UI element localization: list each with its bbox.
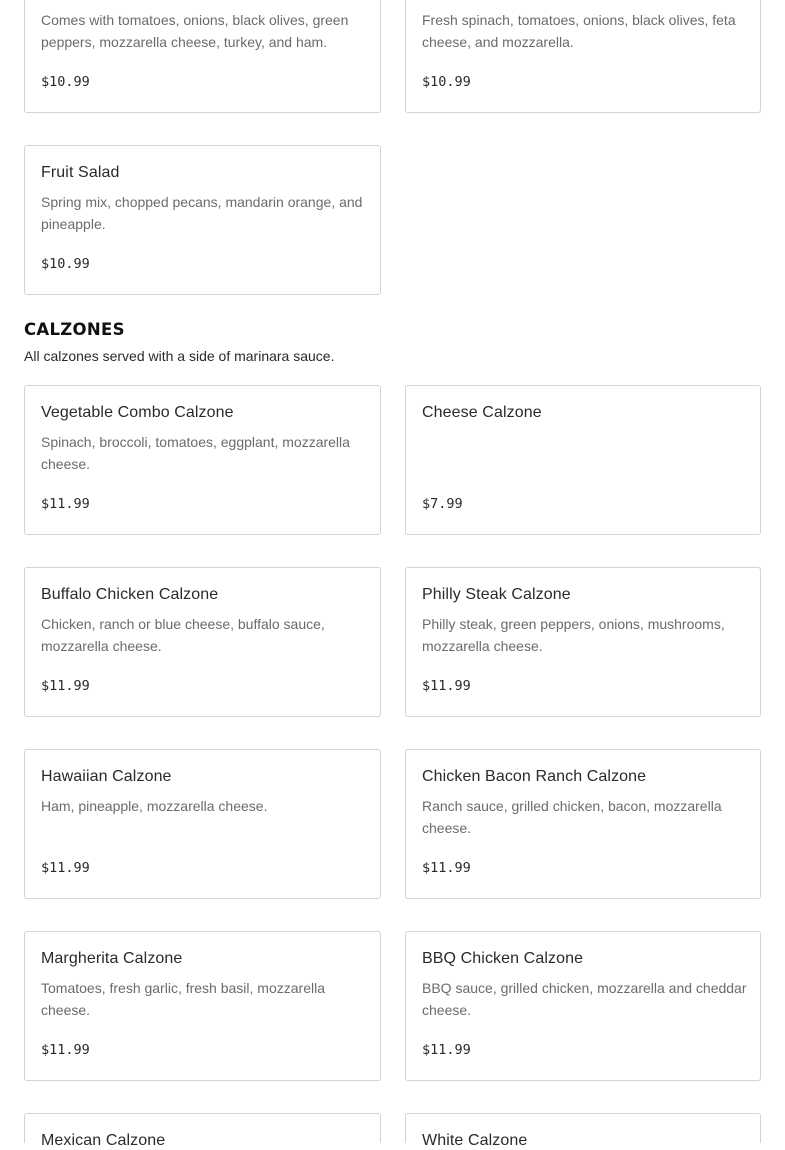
menu-item-name: Fruit Salad [41,164,120,181]
menu-item-description: Fresh spinach, tomatoes, onions, black olives, feta cheese, and mozzarella. [422,12,736,50]
menu-item-card[interactable] [24,1113,381,1149]
menu-item-card[interactable] [24,931,381,1081]
menu-item-card[interactable] [405,567,761,717]
menu-item-price: $11.99 [41,678,90,694]
menu-item-name: Hawaiian Calzone [41,768,172,785]
menu-item-description: Chicken, ranch or blue cheese, buffalo sauce, mozzarella cheese. [41,616,325,654]
menu-item-price: $11.99 [422,1042,471,1058]
menu-item-card[interactable] [405,931,761,1081]
menu-item-name: Cheese Calzone [422,404,542,421]
menu-item-card[interactable] [405,385,761,535]
menu-item-name: Margherita Calzone [41,950,183,967]
menu-item-card[interactable] [24,145,381,295]
menu-item-description: Tomatoes, fresh garlic, fresh basil, mozzarella cheese. [41,980,325,1018]
menu-item-name: Philly Steak Calzone [422,586,571,603]
menu-item-description: Ranch sauce, grilled chicken, bacon, mozzarella cheese. [422,798,722,836]
menu-item-price: $11.99 [422,678,471,694]
menu-item-name: Vegetable Combo Calzone [41,404,234,421]
menu-item-card[interactable] [24,567,381,717]
menu-item-name: Mexican Calzone [41,1132,166,1149]
menu-item-card[interactable] [405,749,761,899]
menu-item-description: Ham, pineapple, mozzarella cheese. [41,798,268,814]
menu-item-description: Spinach, broccoli, tomatoes, eggplant, mozzarella cheese. [41,434,350,472]
menu-item-name: White Calzone [422,1132,528,1149]
menu-item-price: $7.99 [422,496,463,512]
menu-item-description: Philly steak, green peppers, onions, mushrooms, mozzarella cheese. [422,616,725,654]
menu-item-card[interactable] [24,385,381,535]
menu-item-name: BBQ Chicken Calzone [422,950,584,967]
menu-item-price: $10.99 [422,74,471,90]
menu-item-description: Spring mix, chopped pecans, mandarin orange, and pineapple. [41,194,363,232]
menu-item-card[interactable] [405,0,761,113]
section-title: CALZONES [24,320,125,339]
menu-item-price: $10.99 [41,74,90,90]
menu-item-description: Comes with tomatoes, onions, black olives, green peppers, mozzarella cheese, turkey, and ham. [41,12,349,50]
menu-item-price: $11.99 [41,496,90,512]
menu-item-name: Buffalo Chicken Calzone [41,586,219,603]
menu-item-price: $11.99 [41,1042,90,1058]
menu-item-card[interactable] [24,0,381,113]
menu-item-name: Chicken Bacon Ranch Calzone [422,768,647,785]
menu-item-price: $11.99 [41,860,90,876]
menu-item-card[interactable] [24,749,381,899]
section-description: All calzones served with a side of marinara sauce. [24,348,335,364]
menu-item-card[interactable] [405,1113,761,1149]
menu-item-price: $10.99 [41,256,90,272]
menu-item-price: $11.99 [422,860,471,876]
menu-item-description: BBQ sauce, grilled chicken, mozzarella and cheddar cheese. [422,980,747,1018]
